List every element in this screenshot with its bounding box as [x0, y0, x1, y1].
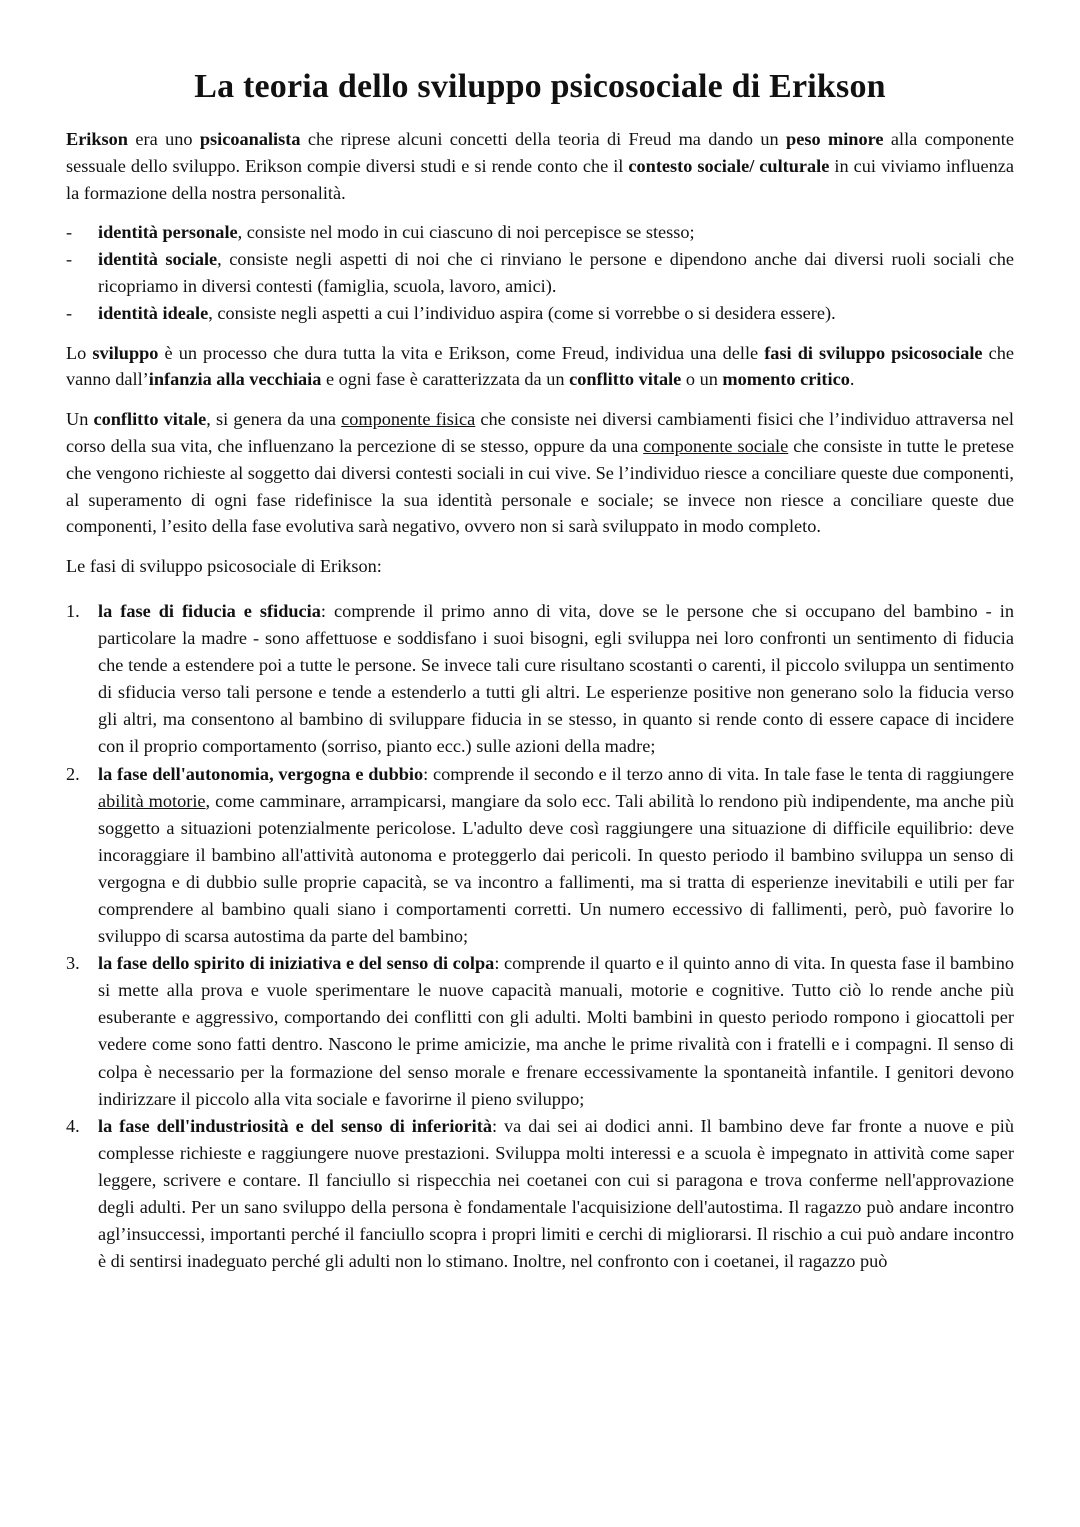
list-marker: 1.	[66, 600, 80, 621]
text-run: : comprende il secondo e il terzo anno di vita. In tale fase le tenta di raggiungere	[423, 763, 1014, 784]
list-item	[66, 300, 1014, 327]
text-run: e ogni fase è caratterizzata da un	[321, 369, 570, 390]
list-marker: -	[66, 222, 73, 243]
underlined-term: componente sociale	[643, 435, 789, 456]
text-run: : va dai sei ai dodici anni. Il bambino deve far fronte a nuove e più complesse richieste e raggiungere nuove prestazioni. Sviluppa molti interessi e a scuola è impegnato in attività come saper leggere, scrivere e contare. Il fanciullo si rispecchia nei coetanei con cui si paragona e trova conferme nell'approvazione degli adulti. Per un sano sviluppo della persona è fondamentale l'acquisizione dell'autostima. Il ragazzo può andare incontro agl’insuccessi, importanti perché il fanciullo scopra i propri limiti e cerchi di migliorarsi. Il rischio a cui può andare incontro è di sentirsi inadeguato perché gli adulti non lo stimano. Inoltre, nel confronto con i coetanei, il ragazzo può	[98, 1115, 1014, 1272]
text-run: .	[849, 369, 855, 390]
phases-list	[66, 598, 1014, 1275]
text-run: Lo	[66, 342, 93, 363]
text-run: Un	[66, 409, 94, 430]
bold-term: la fase dell'industriosità e del senso di inferiorità	[98, 1115, 492, 1136]
bold-term: la fase dell'autonomia, vergogna e dubbio	[98, 763, 424, 784]
bold-term: psicoanalista	[199, 129, 301, 149]
list-marker: 3.	[66, 953, 80, 974]
text-run: , come camminare, arrampicarsi, mangiare da solo ecc. Tali abilità lo rendono più indipendente, ma anche più soggetto a situazioni potenzialmente pericolose. L'adulto deve così raggiungere una situazione di difficile equilibrio: deve incoraggiare il bambino all'attività autonoma e proteggerlo dai pericoli. In questo periodo il bambino sviluppa un senso di vergogna e di dubbio sulle proprie capacità, se va incontro a fallimenti, ma si tratta di esperienze inevitabili e utili per far comprendere al bambino quali siano i comportamenti corretti. Un numero eccessivo di fallimenti, però, può favorire lo sviluppo di scarsa autostima da parte del bambino;	[98, 790, 1014, 947]
list-marker: -	[66, 249, 73, 270]
text-run: alla componente sessuale dello sviluppo. Erikson compie diversi studi e si rende conto che il	[66, 129, 1014, 176]
list-item	[66, 598, 1014, 761]
bold-term: peso minore	[786, 129, 884, 149]
bold-term: la fase di fiducia e sfiducia	[98, 600, 321, 621]
list-item	[66, 1113, 1014, 1276]
text-run: , consiste negli aspetti a cui l’individuo aspira (come si vorrebbe o si desidera essere).	[208, 302, 836, 323]
list-marker: 4.	[66, 1115, 80, 1136]
bold-term: momento critico	[722, 369, 850, 390]
text-run: in cui viviamo influenza la formazione della nostra personalità.	[66, 155, 1014, 203]
bold-term: identità personale	[98, 222, 238, 243]
text-run: è un processo che dura tutta la vita e Erikson, come Freud, individua una delle	[158, 342, 765, 363]
text-run: : comprende il quarto e il quinto anno di vita. In questa fase il bambino si mette alla prova e vuole sperimentare le nuove capacità manuali, motorie e cognitive. Tutto ciò lo rende anche più esuberante e aggressivo, comportando dei conflitti con gli adulti. Molti bambini in questo periodo rompono i giocattoli per vedere come sono fatti dentro. Nascono le prime amicizie, ma anche le prime rivalità con i fratelli e i compagni. Il senso di colpa è necessario per la formazione del senso morale e frenare eccessivamente la spontaneità infantile. I genitori devono indirizzare il piccolo alla vita sociale e favorirne il pieno sviluppo;	[98, 953, 1014, 1109]
bold-term: sviluppo	[92, 342, 159, 363]
list-item	[66, 761, 1014, 951]
text-run: , si genera da una	[206, 409, 342, 430]
bold-term: identità ideale	[98, 302, 209, 323]
bold-term: conflitto vitale	[93, 409, 207, 430]
underlined-term: componente fisica	[341, 409, 476, 430]
text-run: che consiste in tutte le pretese che vengono richieste al soggetto dai diversi contesti sociali in cui vive. Se l’individuo riesce a conciliare queste due componenti, al superamento di ogni fase ridefinisce la sua identità personale e sociale; se invece non riesce a conciliare queste due componenti, l’esito della fase evolutiva sarà negativo, ovvero non si sarà sviluppato in modo completo.	[66, 435, 1014, 537]
phases-intro: Le fasi di sviluppo psicosociale di Erikson:	[66, 556, 382, 577]
document-title: La teoria dello sviluppo psicosociale di Erikson	[194, 68, 886, 105]
text-run: che vanno dall’	[66, 342, 1014, 390]
text-run: , consiste negli aspetti di noi che ci rinviano le persone e dipendono anche dai diversi ruoli sociali che ricopriamo in diversi contesti (famiglia, scuola, lavoro, amici).	[98, 249, 1014, 296]
conflict-paragraph	[66, 406, 1014, 540]
text-run: che consiste nei diversi cambiamenti fisici che l’individuo attraversa nel corso della sua vita, che influenzano la percezione di se stesso, oppure da una	[66, 409, 1014, 456]
list-marker: 2.	[66, 763, 80, 784]
text-run: o un	[681, 369, 723, 390]
bold-term: fasi di sviluppo psicosociale	[764, 342, 983, 363]
text-run: , consiste nel modo in cui ciascuno di noi percepisce se stesso;	[237, 222, 695, 243]
text-run: che riprese alcuni concetti della teoria di Freud ma dando un	[300, 129, 787, 149]
identity-list	[66, 219, 1014, 326]
bold-term: identità sociale	[98, 249, 218, 270]
list-marker: -	[66, 302, 73, 323]
list-item	[66, 950, 1014, 1113]
bold-term: contesto sociale/ culturale	[628, 155, 830, 176]
list-item	[66, 219, 1014, 246]
bold-term: la fase dello spirito di iniziativa e del senso di colpa	[98, 953, 495, 974]
bold-term: infanzia alla vecchiaia	[148, 369, 322, 390]
list-item	[66, 246, 1014, 300]
intro-paragraph	[66, 126, 1014, 206]
underlined-term: abilità motorie	[98, 790, 206, 811]
development-paragraph	[66, 340, 1014, 394]
text-run: era uno	[127, 129, 200, 149]
bold-term: conflitto vitale	[569, 369, 682, 390]
text-run: : comprende il primo anno di vita, dove se le persone che si occupano del bambino - in particolare la madre - sono affettuose e soddisfano i suoi bisogni, egli sviluppa nei loro confronti un sentimento di fiducia che tende a estendere poi a tutte le persone. Se invece tali cure risultano scostanti o carenti, il piccolo sviluppa un sentimento di sfiducia verso tali persone e tende a estenderlo a tutti gli altri. Le esperienze positive non generano solo la fiducia verso gli altri, ma consentono al bambino di sviluppare fiducia in se stesso, in quanto si rende conto di essere capace di incidere con il proprio comportamento (sorriso, pianto ecc.) sulle azioni della madre;	[98, 600, 1014, 757]
bold-term: Erikson	[66, 129, 128, 149]
